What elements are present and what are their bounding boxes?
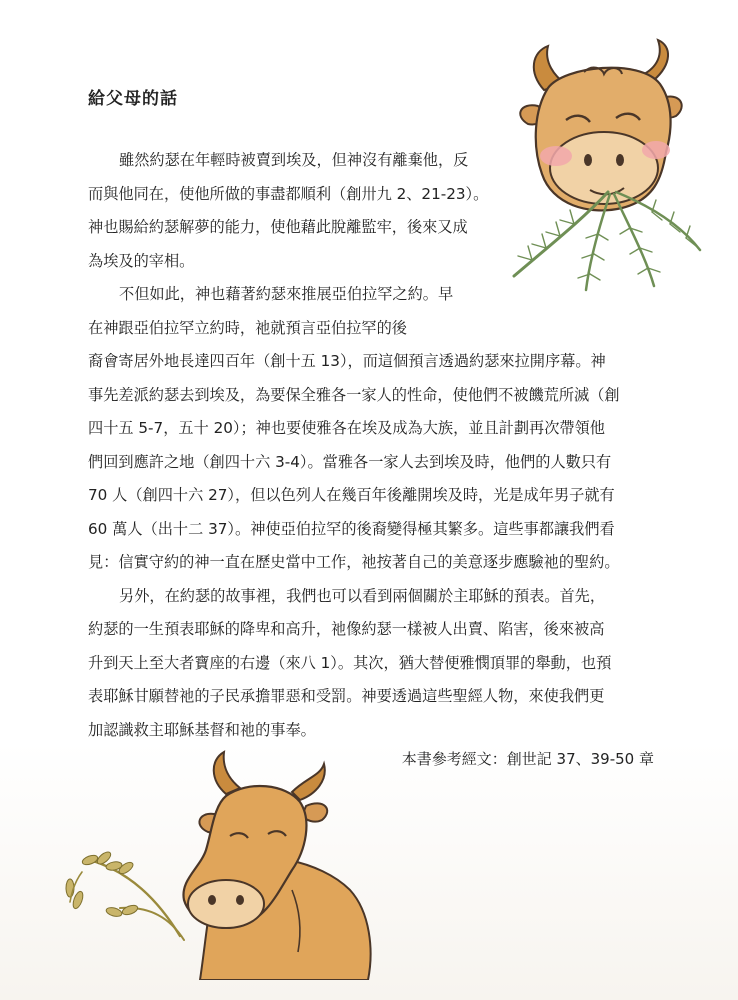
page-title: 給父母的話 — [88, 89, 178, 109]
cow-with-wheat-illustration — [30, 740, 390, 980]
left-nostril — [584, 154, 592, 166]
cow-muzzle — [188, 880, 264, 928]
paragraph-2-line-2: 在神跟亞伯拉罕立約時，祂就預言亞伯拉罕的後 — [88, 318, 407, 337]
paragraph-3-line-3: 升到天上至大者寶座的右邊（來八 1）。其次，猶大替便雅憫頂罪的舉動，也預 — [88, 653, 612, 672]
scripture-reference: 本書參考經文：創世記 37、39-50 章 — [401, 750, 654, 768]
paragraph-3-line-5: 加認識救主耶穌基督和祂的事奉。 — [88, 720, 316, 739]
paragraph-3-line-1: 另外，在約瑟的故事裡，我們也可以看到兩個關於主耶穌的預表。首先， — [119, 586, 605, 605]
paragraph-2-line-4: 事先差派約瑟去到埃及，為要保全雅各一家人的性命，使他們不被饑荒所滅（創 — [88, 385, 620, 404]
cow-muzzle — [550, 132, 658, 204]
left-horn — [214, 752, 240, 794]
right-cheek — [642, 141, 670, 159]
paragraph-2-line-9: 見：信實守約的神一直在歷史當中工作，祂按著自己的美意逐步應驗祂的聖約。 — [88, 553, 620, 571]
cow-chewing-grass-illustration — [504, 28, 704, 298]
paragraph-1-line-1: 雖然約瑟在年輕時被賣到埃及，但神沒有離棄他，反 — [119, 151, 469, 169]
paragraph-2-line-8: 60 萬人（出十二 37）。神使亞伯拉罕的後裔變得極其繁多。這些事都讓我們看 — [88, 519, 615, 538]
paragraph-3-line-4: 表耶穌甘願替祂的子民承擔罪惡和受罰。神要透過這些聖經人物，來使我們更 — [88, 687, 605, 705]
left-cheek — [540, 146, 572, 166]
paragraph-2-line-5: 四十五 5-7，五十 20）；神也要使雅各在埃及成為大族，並且計劃再次帶領他 — [88, 419, 605, 437]
paragraph-3-line-2: 約瑟的一生預表耶穌的降卑和高升，祂像約瑟一樣被人出賣、陷害，後來被高 — [88, 620, 605, 638]
paragraph-2-line-1: 不但如此，神也藉著約瑟來推展亞伯拉罕之約。早 — [119, 285, 454, 303]
wheat-stalks — [66, 850, 184, 940]
right-horn — [292, 764, 325, 800]
left-nostril — [208, 895, 216, 905]
right-nostril — [236, 895, 244, 905]
right-nostril — [616, 154, 624, 166]
paragraph-1-line-4: 為埃及的宰相。 — [88, 251, 195, 270]
paragraph-2-line-7: 70 人（創四十六 27），但以色列人在幾百年後離開埃及時，光是成年男子就有 — [88, 486, 615, 504]
paragraph-1-line-2: 而與他同在，使他所做的事盡都順利（創卅九 2、21-23）。 — [88, 184, 489, 203]
paragraph-2-line-3: 裔會寄居外地長達四百年（創十五 13），而這個預言透過約瑟來拉開序幕。神 — [88, 352, 606, 370]
grass-sprig — [514, 192, 700, 290]
paragraph-1-line-3: 神也賜給約瑟解夢的能力，使他藉此脫離監牢，後來又成 — [88, 218, 468, 236]
paragraph-2-line-6: 們回到應許之地（創四十六 3-4）。當雅各一家人去到埃及時，他們的人數只有 — [88, 452, 612, 471]
